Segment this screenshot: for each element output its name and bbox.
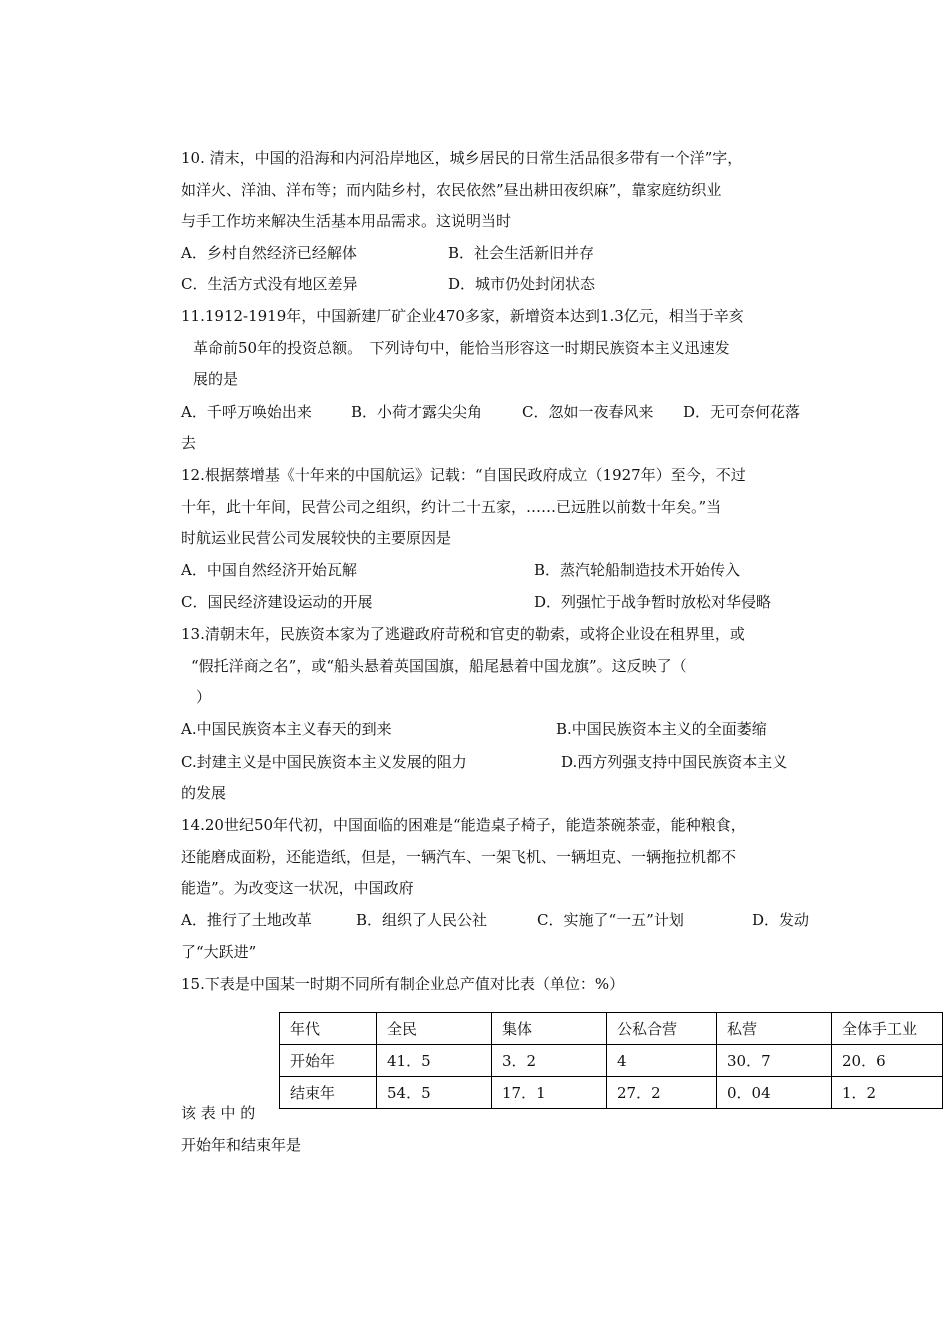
ownership-output-table	[279, 1012, 943, 1109]
question-11-option-b: B．小荷才露尖尖角	[351, 403, 483, 421]
table-cell: 17．1	[492, 1077, 607, 1109]
question-10-line-3: 与手工作坊来解决生活基本用品需求。这说明当时	[181, 212, 512, 230]
question-13-line-3: ）	[196, 688, 212, 706]
table-header-cell: 全体手工业	[832, 1013, 943, 1045]
table-cell: 0．04	[717, 1077, 832, 1109]
question-15-after-line-2: 开始年和结束年是	[181, 1136, 302, 1154]
question-10-line-2: 如洋火、洋油、洋布等；而内陆乡村，农民依然”昼出耕田夜织麻”，靠家庭纺织业	[181, 181, 722, 199]
question-11-option-c: C．忽如一夜春风来	[522, 403, 654, 421]
question-13-line-1: 13.清朝末年，民族资本家为了逃避政府苛税和官吏的勒索，或将企业设在租界里，或	[181, 625, 745, 643]
question-14-line-3: 能造”。为改变这一状况，中国政府	[181, 879, 414, 897]
question-11-option-a: A．千呼万唤始出来	[181, 403, 312, 421]
table-header-row	[280, 1013, 943, 1045]
table-cell: 20．6	[832, 1045, 943, 1077]
table-header-cell: 集体	[492, 1013, 607, 1045]
question-14-option-a: A．推行了土地改革	[181, 911, 312, 929]
question-13-option-a: A.中国民族资本主义春天的到来	[181, 720, 392, 738]
table-cell: 27．2	[607, 1077, 717, 1109]
question-10-option-c: C．生活方式没有地区差异	[181, 275, 358, 293]
question-10-option-d: D．城市仍处封闭状态	[448, 275, 596, 293]
question-13-option-d-wrap: 的发展	[181, 784, 227, 802]
table-cell: 1．2	[832, 1077, 943, 1109]
question-15-line-1: 15.下表是中国某一时期不同所有制企业总产值对比表（单位：%）	[181, 975, 625, 993]
table-header-cell: 年代	[280, 1013, 377, 1045]
question-14-option-d-wrap: 了“大跃进”	[181, 943, 257, 961]
question-12-line-2: 十年，此十年间，民营公司之组织，约计二十五家，……已远胜以前数十年矣。”当	[181, 498, 722, 516]
question-13-option-d: D.西方列强支持中国民族资本主义	[561, 753, 788, 771]
table-cell: 4	[607, 1045, 717, 1077]
table-header-cell: 全民	[377, 1013, 492, 1045]
question-13-option-b: B.中国民族资本主义的全面萎缩	[556, 720, 767, 738]
question-12-option-c: C．国民经济建设运动的开展	[181, 593, 373, 611]
table-row	[280, 1045, 943, 1077]
question-11-line-2: 革命前50年的投资总额。 下列诗句中，能恰当形容这一时期民族资本主义迅速发	[193, 339, 730, 357]
question-13-option-c: C.封建主义是中国民族资本主义发展的阻力	[181, 753, 467, 771]
question-12-line-1: 12.根据蔡增基《十年来的中国航运》记载：“自国民政府成立（1927年）至今，不过	[181, 466, 746, 484]
question-14-option-c: C．实施了“一五”计划	[537, 911, 684, 929]
table-cell: 开始年	[280, 1045, 377, 1077]
question-10-option-b: B．社会生活新旧并存	[448, 244, 595, 262]
question-12-option-a: A．中国自然经济开始瓦解	[181, 561, 357, 579]
question-11-option-d-wrap: 去	[181, 434, 197, 452]
table-cell: 3．2	[492, 1045, 607, 1077]
question-14-option-d: D．发动	[752, 911, 810, 929]
table-header-cell: 公私合营	[607, 1013, 717, 1045]
table-header-cell: 私营	[717, 1013, 832, 1045]
table-cell: 结束年	[280, 1077, 377, 1109]
question-11-line-1: 11.1912-1919年，中国新建厂矿企业470多家，新增资本达到1.3亿元，相当于辛亥	[181, 307, 744, 325]
question-10-line-1: 10. 清末，中国的沿海和内河沿岸地区，城乡居民的日常生活品很多带有一个洋”字，	[181, 149, 743, 167]
question-11-option-d: D．无可奈何花落	[683, 403, 801, 421]
table-row	[280, 1077, 943, 1109]
question-13-line-2: “假托洋商之名”，或“船头悬着英国国旗，船尾悬着中国龙旗”。这反映了（	[191, 657, 687, 675]
question-14-line-1: 14.20世纪50年代初，中国面临的困难是“能造桌子椅子，能造茶碗茶壶，能种粮食，	[181, 816, 746, 834]
question-14-option-b: B．组织了人民公社	[356, 911, 488, 929]
question-12-line-3: 时航运业民营公司发展较快的主要原因是	[181, 529, 452, 547]
table-cell: 54．5	[377, 1077, 492, 1109]
table-cell: 41．5	[377, 1045, 492, 1077]
question-15-after-line-1: 该 表 中 的	[181, 1104, 256, 1122]
question-12-option-b: B．蒸汽轮船制造技术开始传入	[534, 561, 741, 579]
table-cell: 30．7	[717, 1045, 832, 1077]
question-14-line-2: 还能磨成面粉，还能造纸，但是，一辆汽车、一架飞机、一辆坦克、一辆拖拉机都不	[181, 848, 737, 866]
question-10-option-a: A．乡村自然经济已经解体	[181, 244, 357, 262]
question-11-line-3: 展的是	[193, 370, 239, 388]
question-12-option-d: D．列强忙于战争暂时放松对华侵略	[534, 593, 772, 611]
